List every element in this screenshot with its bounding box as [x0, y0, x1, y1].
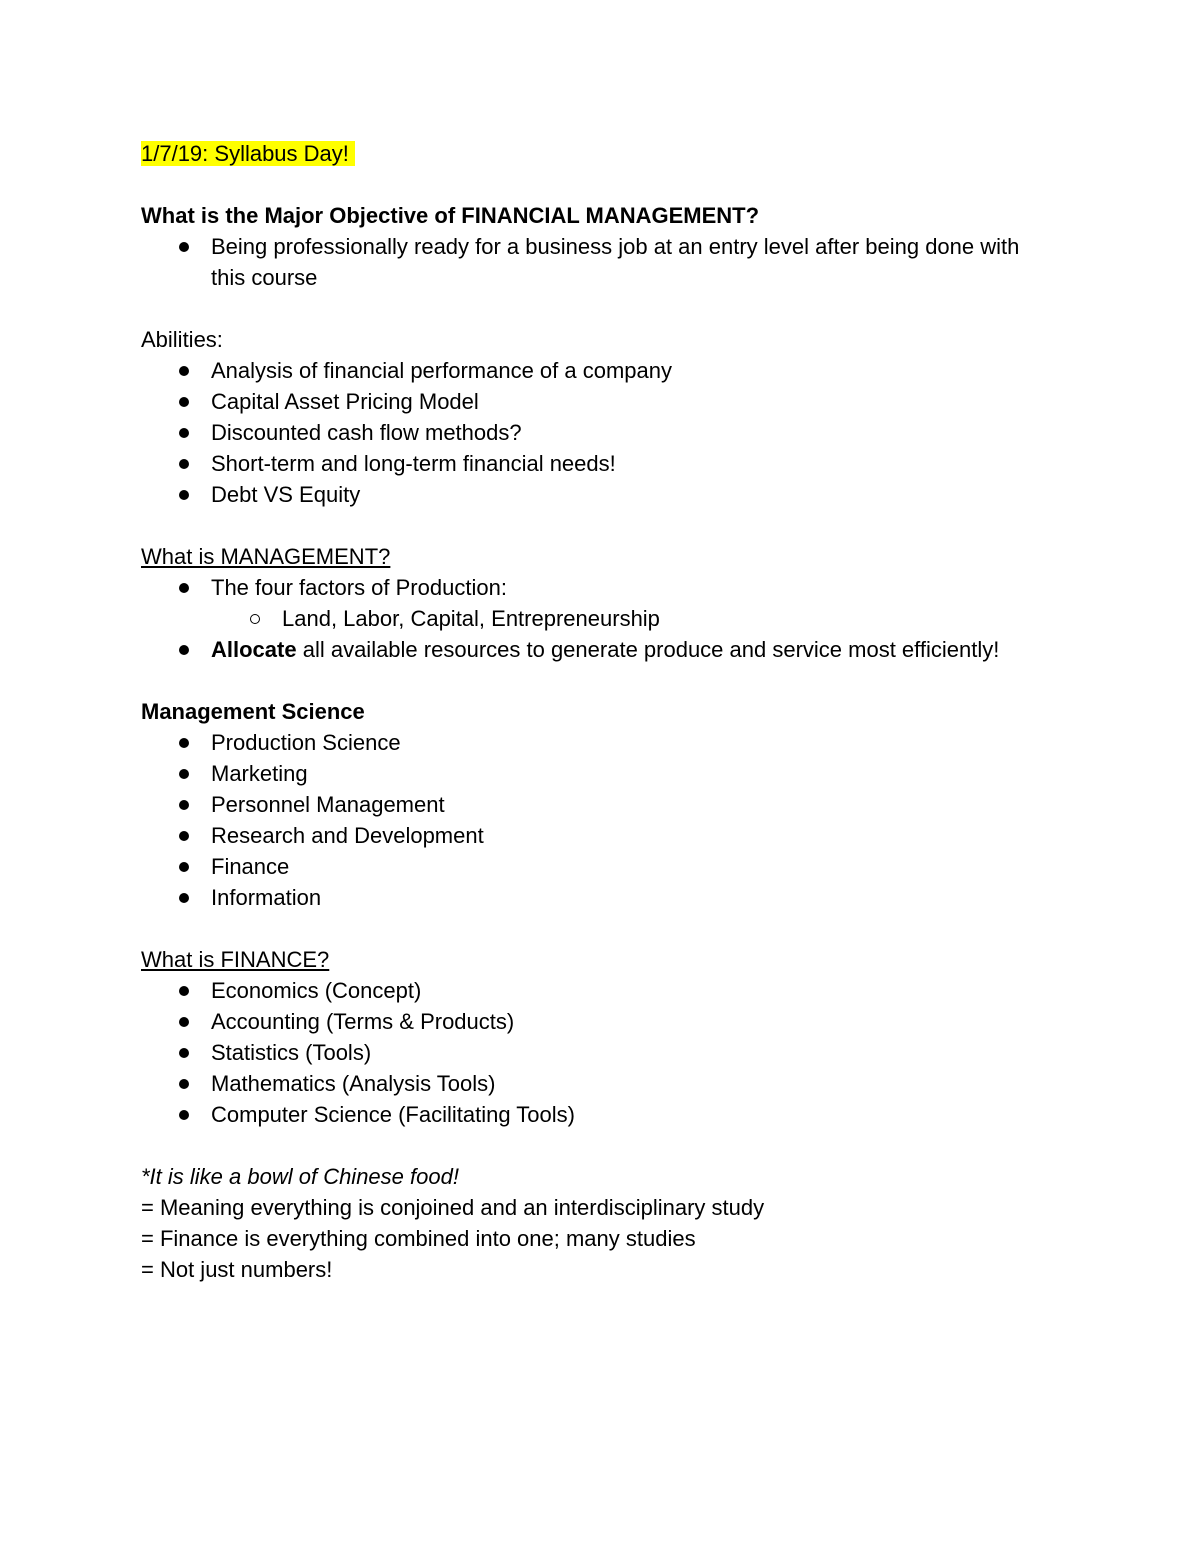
spacer: [141, 510, 1101, 541]
allocate-term: Allocate: [211, 637, 297, 662]
bullet-icon: [179, 366, 189, 376]
bullet-icon: [179, 862, 189, 872]
bullet-icon: [179, 800, 189, 810]
spacer: [141, 169, 1101, 200]
document-page: [141, 138, 1101, 1285]
bullet-icon: [179, 1110, 189, 1120]
list-item: Economics (Concept): [141, 975, 1101, 1006]
note-line: = Finance is everything combined into one; many studies: [141, 1226, 696, 1251]
management-sublist: [141, 603, 1101, 634]
list-item: Accounting (Terms & Products): [141, 1006, 1101, 1037]
finance-list: [141, 975, 1101, 1130]
bullet-icon: [179, 769, 189, 779]
list-item: Statistics (Tools): [141, 1037, 1101, 1068]
note-line: = Not just numbers!: [141, 1257, 333, 1282]
list-item: Analysis of financial performance of a company: [141, 355, 1101, 386]
list-item: Mathematics (Analysis Tools): [141, 1068, 1101, 1099]
finance-heading: What is FINANCE?: [141, 947, 330, 972]
list-item: Allocate all available resources to generate produce and service most efficiently!: [141, 634, 1101, 665]
date-heading: 1/7/19: Syllabus Day!: [141, 141, 355, 166]
spacer: [141, 665, 1101, 696]
list-item: Marketing: [141, 758, 1101, 789]
list-item: Production Science: [141, 727, 1101, 758]
list-item: Discounted cash flow methods?: [141, 417, 1101, 448]
spacer: [141, 913, 1101, 944]
list-item: Being professionally ready for a business job at an entry level after being done with this course: [141, 231, 1041, 293]
sub-list-item: Land, Labor, Capital, Entrepreneurship: [141, 603, 1101, 634]
bullet-icon: [179, 893, 189, 903]
bullet-icon: [179, 1017, 189, 1027]
bullet-icon: [179, 986, 189, 996]
list-item: Research and Development: [141, 820, 1101, 851]
management-heading: What is MANAGEMENT?: [141, 544, 391, 569]
list-item: Capital Asset Pricing Model: [141, 386, 1101, 417]
management-science-list: [141, 727, 1101, 913]
abilities-heading: Abilities:: [141, 327, 223, 352]
bullet-icon: [179, 831, 189, 841]
objective-list: [141, 231, 1101, 293]
list-item: Debt VS Equity: [141, 479, 1101, 510]
bullet-icon: [179, 242, 189, 252]
list-item: Finance: [141, 851, 1101, 882]
hollow-bullet-icon: [250, 614, 260, 624]
bullet-icon: [179, 397, 189, 407]
management-science-heading: Management Science: [141, 699, 365, 724]
objective-heading: What is the Major Objective of FINANCIAL MANAGEMENT?: [141, 203, 760, 228]
note-line: = Meaning everything is conjoined and an interdisciplinary study: [141, 1195, 765, 1220]
management-list-continued: [141, 634, 1101, 665]
bullet-icon: [179, 490, 189, 500]
list-item: The four factors of Production:: [141, 572, 1101, 603]
bullet-icon: [179, 738, 189, 748]
date-heading-line: [141, 138, 1101, 169]
list-item: Information: [141, 882, 1101, 913]
chinese-food-note: *It is like a bowl of Chinese food!: [141, 1164, 459, 1189]
list-item: Computer Science (Facilitating Tools): [141, 1099, 1101, 1130]
list-item: Personnel Management: [141, 789, 1101, 820]
bullet-icon: [179, 1079, 189, 1089]
bullet-icon: [179, 428, 189, 438]
bullet-icon: [179, 459, 189, 469]
bullet-icon: [179, 1048, 189, 1058]
bullet-icon: [179, 583, 189, 593]
spacer: [141, 293, 1101, 324]
management-list: [141, 572, 1101, 603]
spacer: [141, 1130, 1101, 1161]
list-item: Short-term and long-term financial needs!: [141, 448, 1101, 479]
bullet-icon: [179, 645, 189, 655]
abilities-list: [141, 355, 1101, 510]
